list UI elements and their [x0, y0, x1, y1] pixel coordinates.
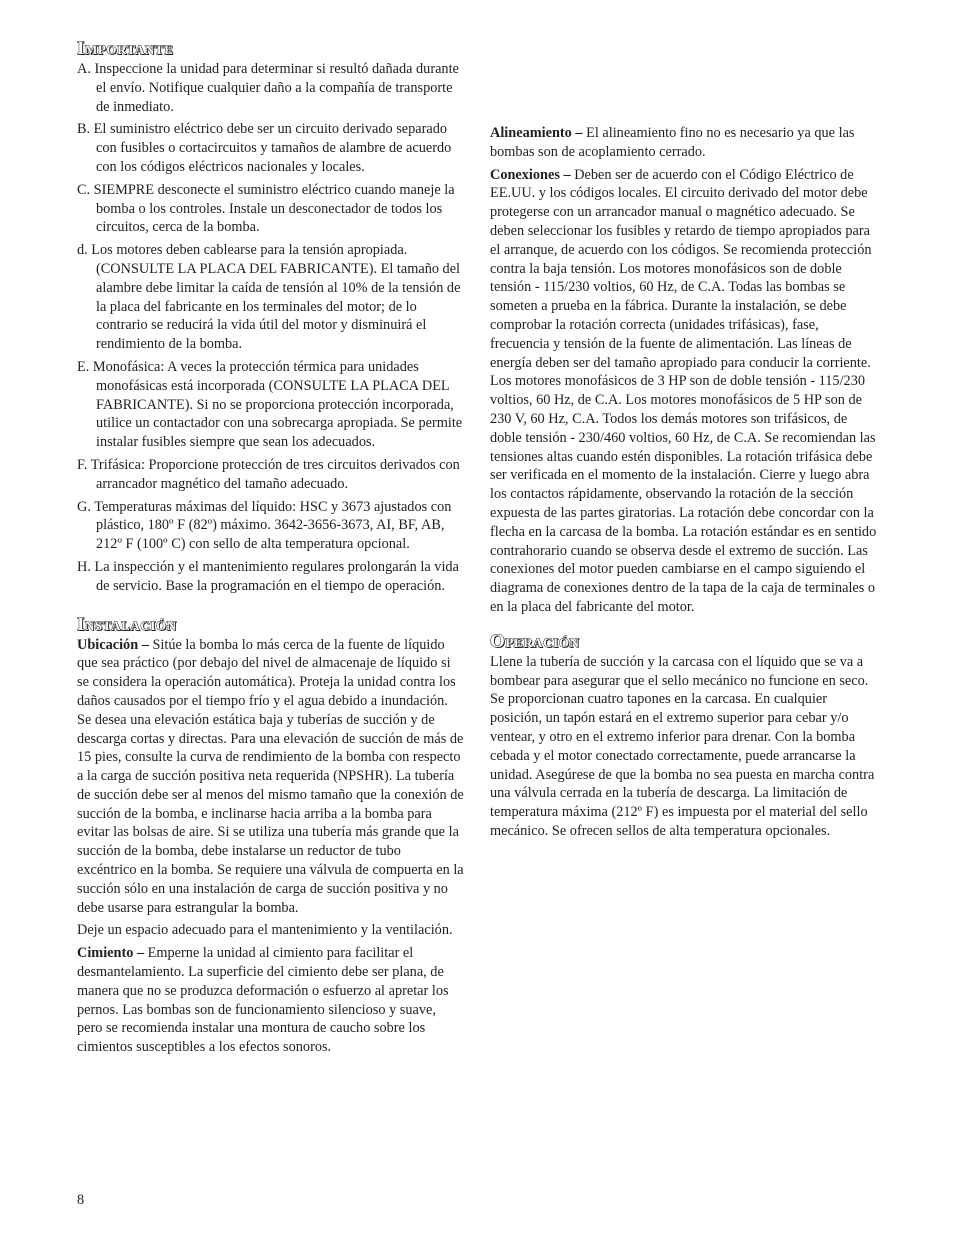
- ubicacion-label: Ubicación –: [77, 636, 149, 653]
- ubicacion-text: Sitúe la bomba lo más cerca de la fuente de líquido que sea práctico (por debajo del nivel de almacenaje de líquido si se considera la operación automática). Proteja la unidad contra los daños causados por el tiempo frío y el agua debido a inundación. Se desea una elevación estática baja y tuberías de succión y de descarga cortas y directas. Para una elevación de succión de más de 15 pies, consulte la curva de rendimiento de la bomba con respecto a la carga de succión positiva neta requerida (NPSHR). La tubería de succión debe ser al menos del mismo tamaño que la conexión de succión de la bomba, e inclinarse hacia arriba a la bomba para evitar las bolsas de aire. Si se utiliza una tubería más grande que la succión de la bomba, debe instalarse un reductor de tubo excéntrico en la bomba. Se requiere una válvula de compuerta en la succión sólo en una instalación de carga de succión positiva y no debe usarse para estrangular la bomba.: [77, 636, 464, 916]
- list-item: G. Temperaturas máximas del líquido: HSC y 3673 ajustados con plástico, 180º F (82º) máximo. 3642-3656-3673, AI, BF, AB, 212º F (100º C) con sello de alta temperatura opcional.: [77, 498, 452, 553]
- cimiento-paragraph: [77, 944, 464, 1057]
- conexiones-text: Deben ser de acuerdo con el Código Eléctrico de EE.UU. y los códigos locales. El circuito derivado del motor debe protegerse con un arrancador manual o magnético adecuado. Se deben seleccionar los fusibles y retardo de tiempo apropiados para el arranque, de acuerdo con los códigos. Se recomienda protección contra la baja tensión. Los motores monofásicos son de doble tensión - 115/230 voltios, 60 Hz, de C.A. Todas las bombas se someten a prueba en la fábrica. Durante la instalación, se debe comprobar la rotación correcta (unidades trifásicas), fase, frecuencia y tensión de la fuente de alimentación. Las líneas de energía deben ser del tamaño apropiado para conducir la corriente. Los motores monofásicos de 3 HP son de doble tensión - 115/230 voltios, 60 Hz, de C.A. Los motores monofásicos de 5 HP son de 230 V, 60 Hz, C.A. Todos los demás motores son trifásicos, de doble tensión - 230/460 voltios, 60 Hz, de C.A. Se recomiendan las tensiones altas cuando estén disponibles. La rotación trifásica debe ser verificada en el momento de la instalación. Cierre y luego abra los contactos rápidamente, observando la rotación de la sección expuesta de las partes giratorias. La rotación debe concordar con la flecha en la carcasa de la bomba. La rotación estándar es en sentido contrahorario cuando se observa desde el extremo de succión. Las conexiones del motor pueden cambiarse en el campo siguiendo el diagrama de conexiones dentro de la tapa de la caja de terminales o en la placa del fabricante del motor.: [490, 166, 877, 615]
- ubicacion-paragraph: [77, 636, 464, 918]
- instalacion-heading: Instalación: [77, 613, 177, 635]
- list-item: d. Los motores deben cablearse para la tensión apropiada. (CONSULTE LA PLACA DEL FABRICANTE). El tamaño del alambre debe limitar la caída de tensión al 10% de la tensión de la placa del fabricante en los terminales del motor; de lo contrario se reducirá la vida útil del motor y disminuirá el rendimiento de la bomba.: [77, 242, 461, 353]
- importante-heading: Importante: [77, 38, 174, 59]
- operacion-paragraph: Llene la tubería de succión y la carcasa con el líquido que se va a bombear para asegurar que el sello mecánico no funcione en seco. Se proporcionan cuatro tapones en la carcasa. En cualquier posición, un tapón estará en el extremo superior para cebar y/o ventear, y otro en el extremo inferior para drenar. Con la bomba cebada y el motor conectado correctamente, puede arrancarse la unidad. Asegúrese de que la bomba no sea puesta en marcha contra una válvula cerrada en la tubería de descarga. La limitación de temperatura máxima (212º F) es impuesta por el material del sello mecánico. Se ofrecen sellos de alta temperatura opcionales.: [490, 653, 875, 839]
- right-column: [490, 38, 877, 845]
- list-item: C. SIEMPRE desconecte el suministro eléctrico cuando maneje la bomba o los controles. Instale un desconectador de todos los circuitos, cerca de la bomba.: [77, 181, 455, 236]
- list-item: A. Inspeccione la unidad para determinar si resultó dañada durante el envío. Notifique cualquier daño a la compañía de transporte de inmediato.: [77, 61, 459, 115]
- espacio-paragraph: Deje un espacio adecuado para el mantenimiento y la ventilación.: [77, 922, 453, 939]
- alineamiento-label: Alineamiento –: [490, 125, 583, 141]
- cimiento-label: Cimiento –: [77, 945, 145, 962]
- alineamiento-paragraph: [490, 124, 877, 162]
- list-item: H. La inspección y el mantenimiento regulares prolongarán la vida de servicio. Base la programación en el tiempo de operación.: [77, 558, 459, 594]
- importante-list: [77, 60, 464, 596]
- page-number: 8: [77, 1192, 85, 1208]
- conexiones-label: Conexiones –: [490, 166, 571, 183]
- list-item: E. Monofásica: A veces la protección térmica para unidades monofásicas está incorporada (CONSULTE LA PLACA DEL FABRICANTE). Si no se proporciona protección incorporada, utilice un contactador con una sobrecarga apropiada. Se permite instalar fusibles siempre que sean los adecuados.: [77, 358, 463, 451]
- operacion-heading: Operación: [490, 630, 580, 652]
- conexiones-paragraph: [490, 166, 877, 617]
- left-column: [77, 38, 464, 1061]
- cimiento-text: Emperne la unidad al cimiento para facilitar el desmantelamiento. La superficie del cimiento debe ser plana, de manera que no se produzca deformación o esfuerzo al apretar los pernos. Las bombas son de funcionamiento silencioso y suave, pero se recomienda instalar una montura de caucho sobre los cimientos susceptibles a los efectos sonoros.: [77, 945, 449, 1056]
- alineamiento-text: El alineamiento fino no es necesario ya que las bombas son de acoplamiento cerrado.: [490, 125, 855, 160]
- list-item: B. El suministro eléctrico debe ser un circuito derivado separado con fusibles o cortacircuitos y tamaños de alambre de acuerdo con los códigos eléctricos nacionales y locales.: [77, 121, 452, 175]
- list-item: F. Trifásica: Proporcione protección de tres circuitos derivados con arrancador magnético del tamaño adecuado.: [77, 456, 460, 492]
